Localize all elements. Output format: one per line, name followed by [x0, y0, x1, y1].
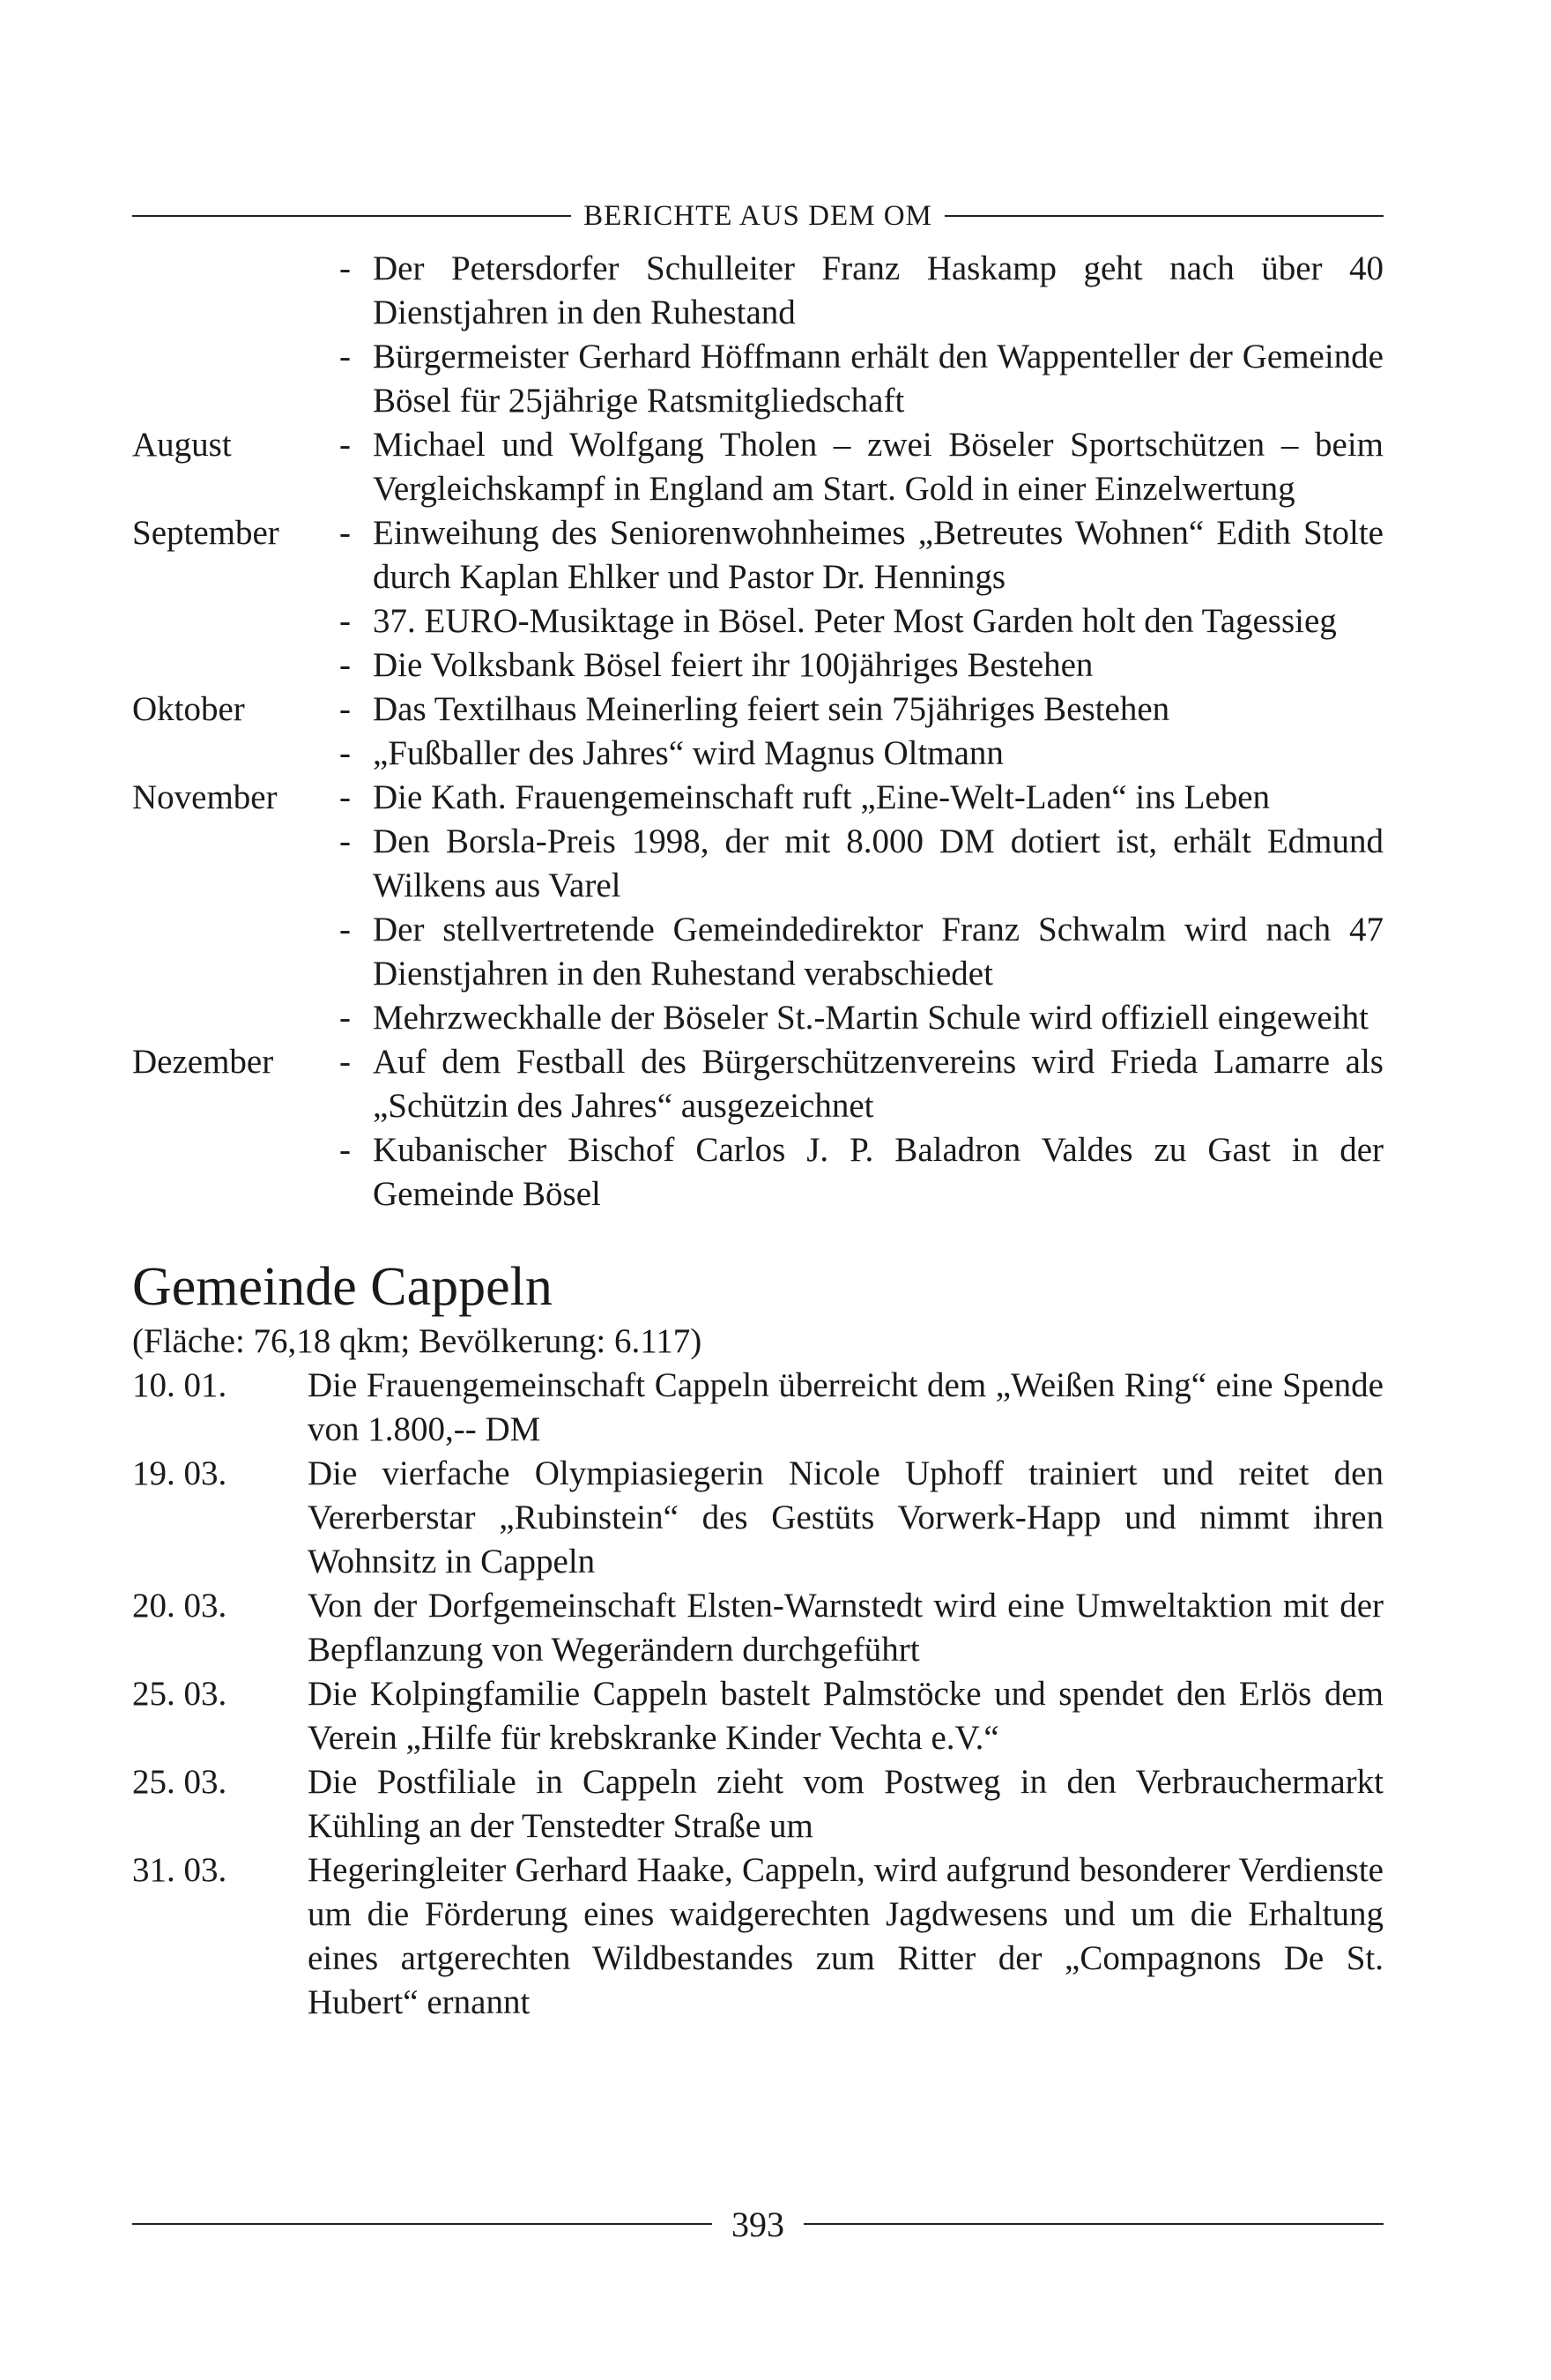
chronicle-entry: [132, 643, 1384, 688]
chronicle-entry: [132, 1040, 1384, 1128]
entry-text: Mehrzweckhalle der Böseler St.-Martin Schule wird offiziell eingeweiht: [373, 999, 1369, 1037]
entry-dash: -: [339, 514, 351, 552]
chronicle-entry: [132, 732, 1384, 776]
month-label: [132, 1128, 339, 1216]
entry-dash: -: [339, 690, 351, 728]
entry-dash: -: [339, 1131, 351, 1169]
dated-entries: [132, 1364, 1384, 2025]
entry-text: Die Frauengemeinschaft Cappeln überreicht dem „Weißen Ring“ eine Spende von 1.800,-- DM: [308, 1366, 1384, 1448]
entry-text: Michael und Wolfgang Tholen – zwei Böseler Sportschützen – beim Vergleichskampf in England am Start. Gold in einer Einzelwertung: [373, 426, 1384, 508]
running-header: [132, 194, 1384, 238]
entry-text: Die Kath. Frauengemeinschaft ruft „Eine-Welt-Laden“ ins Leben: [373, 778, 1271, 816]
entry-text: Die Kolpingfamilie Cappeln bastelt Palmstöcke und spendet den Erlös dem Verein „Hilfe für krebskranke Kinder Vechta e.V.“: [308, 1675, 1384, 1757]
header-title: BERICHTE AUS DEM OM: [583, 199, 932, 232]
dated-entry: [132, 1672, 1384, 1760]
chronicle-entry: [132, 908, 1384, 996]
entry-text: Bürgermeister Gerhard Höffmann erhält den Wappenteller der Gemeinde Bösel für 25jährige Ratsmitgliedschaft: [373, 338, 1384, 420]
chronicle-entry: [132, 247, 1384, 335]
dated-entry: [132, 1848, 1384, 2025]
section-meta: (Fläche: 76,18 qkm; Bevölkerung: 6.117): [132, 1322, 702, 1360]
entry-date: 19. 03.: [132, 1454, 227, 1492]
entry-dash: -: [339, 822, 351, 860]
entry-text: Einweihung des Seniorenwohnheimes „Betreutes Wohnen“ Edith Stolte durch Kaplan Ehlker und Pastor Dr. Hennings: [373, 514, 1384, 596]
entry-dash: -: [339, 646, 351, 684]
dated-entry: [132, 1760, 1384, 1848]
entry-dash: -: [339, 999, 351, 1037]
month-label: [132, 599, 339, 643]
month-label: Oktober: [132, 690, 245, 728]
month-label: [132, 996, 339, 1040]
chronicle-entry: [132, 820, 1384, 908]
entry-text: Kubanischer Bischof Carlos J. P. Baladron Valdes zu Gast in der Gemeinde Bösel: [373, 1131, 1384, 1213]
month-label: [132, 908, 339, 996]
page-footer: [132, 2202, 1384, 2246]
chronicle-entry: [132, 335, 1384, 423]
chronicle-entry: [132, 599, 1384, 643]
chronicle-entry: [132, 776, 1384, 820]
entry-text: Der stellvertretende Gemeindedirektor Franz Schwalm wird nach 47 Dienstjahren in den Ruhestand verabschiedet: [373, 911, 1384, 993]
month-label: [132, 335, 339, 423]
entry-dash: -: [339, 602, 351, 640]
page-content: [132, 247, 1384, 2025]
chronicle-entry: [132, 996, 1384, 1040]
entry-text: „Fußballer des Jahres“ wird Magnus Oltmann: [373, 734, 1004, 772]
entry-text: Die Postfiliale in Cappeln zieht vom Postweg in den Verbrauchermarkt Kühling an der Tenstedter Straße um: [308, 1763, 1384, 1845]
month-label: [132, 732, 339, 776]
dated-entry: [132, 1584, 1384, 1672]
chronicle-entry: [132, 511, 1384, 599]
entry-text: Von der Dorfgemeinschaft Elsten-Warnstedt wird eine Umweltaktion mit der Bepflanzung von Wegerändern durchgeführt: [308, 1587, 1384, 1669]
entry-text: 37. EURO-Musiktage in Bösel. Peter Most Garden holt den Tagessieg: [373, 602, 1337, 640]
entry-date: 25. 03.: [132, 1675, 227, 1713]
chronicle-entry: [132, 688, 1384, 732]
entry-text: Auf dem Festball des Bürgerschützenvereins wird Frieda Lamarre als „Schützin des Jahres“ ausgezeichnet: [373, 1043, 1384, 1125]
chronicle-entry: [132, 1128, 1384, 1216]
entry-date: 10. 01.: [132, 1366, 227, 1404]
month-label: August: [132, 426, 232, 464]
dated-entry: [132, 1364, 1384, 1452]
month-label: Dezember: [132, 1043, 274, 1081]
entry-dash: -: [339, 426, 351, 464]
month-label: [132, 247, 339, 335]
entry-date: 20. 03.: [132, 1587, 227, 1625]
entry-text: Die vierfache Olympiasiegerin Nicole Uphoff trainiert und reitet den Vererberstar „Rubinstein“ des Gestüts Vorwerk-Happ und nimmt ihren Wohnsitz in Cappeln: [308, 1454, 1384, 1580]
chronicle-list: [132, 247, 1384, 1216]
month-label: November: [132, 778, 278, 816]
entry-dash: -: [339, 734, 351, 772]
footer-rule-right: [804, 2223, 1384, 2225]
month-label: [132, 820, 339, 908]
entry-dash: -: [339, 778, 351, 816]
month-label: September: [132, 514, 279, 552]
entry-text: Der Petersdorfer Schulleiter Franz Haskamp geht nach über 40 Dienstjahren in den Ruhestand: [373, 249, 1384, 331]
footer-rule-left: [132, 2223, 712, 2225]
header-rule-left: [132, 215, 571, 217]
month-label: [132, 643, 339, 688]
entry-text: Die Volksbank Bösel feiert ihr 100jähriges Bestehen: [373, 646, 1094, 684]
entry-text: Den Borsla-Preis 1998, der mit 8.000 DM dotiert ist, erhält Edmund Wilkens aus Varel: [373, 822, 1384, 904]
entry-dash: -: [339, 249, 351, 287]
chronicle-entry: [132, 423, 1384, 511]
dated-entry: [132, 1452, 1384, 1584]
entry-dash: -: [339, 338, 351, 376]
entry-dash: -: [339, 911, 351, 948]
entry-date: 31. 03.: [132, 1851, 227, 1889]
entry-text: Das Textilhaus Meinerling feiert sein 75jähriges Bestehen: [373, 690, 1170, 728]
entry-dash: -: [339, 1043, 351, 1081]
section-title: Gemeinde Cappeln: [132, 1257, 553, 1317]
header-rule-right: [945, 215, 1384, 217]
page-number: 393: [731, 2204, 784, 2244]
entry-date: 25. 03.: [132, 1763, 227, 1801]
entry-text: Hegeringleiter Gerhard Haake, Cappeln, wird aufgrund besonderer Verdienste um die Förderung eines waidgerechten Jagdwesens und um die Erhaltung eines artgerechten Wildbestandes zum Ritter der „Compagnons De St. Hubert“ ernannt: [308, 1851, 1384, 2021]
